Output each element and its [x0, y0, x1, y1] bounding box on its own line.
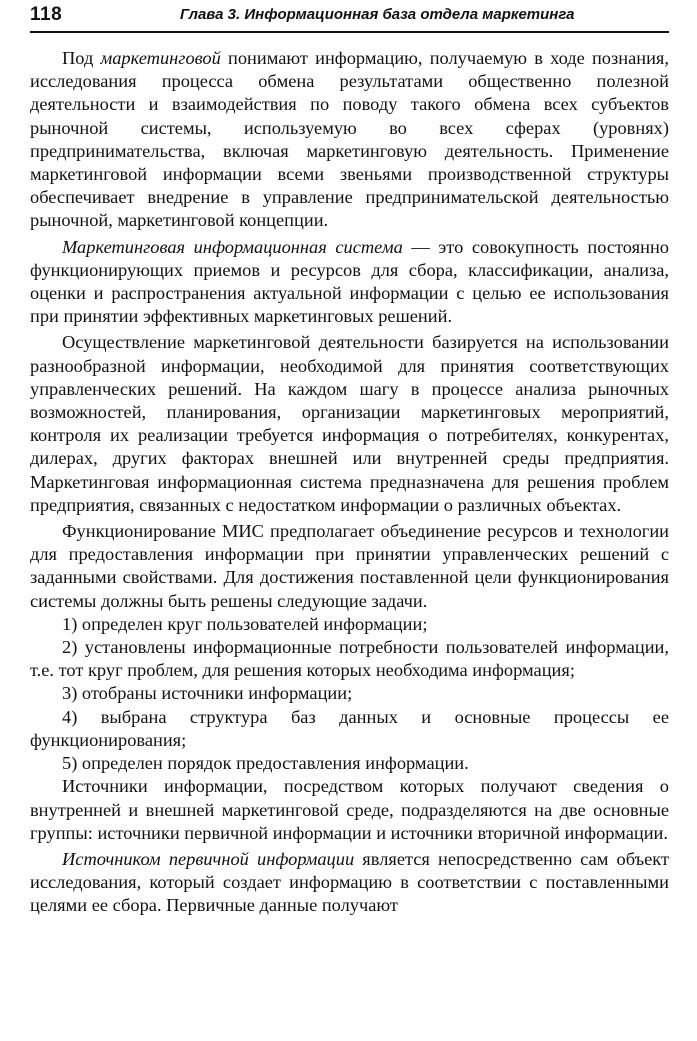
list-item-text: 1) определен круг пользователей информации;: [62, 613, 428, 634]
list-item: [30, 752, 669, 775]
paragraph-term: маркетинговой: [100, 48, 221, 68]
paragraph: [30, 47, 669, 233]
paragraph: [30, 775, 669, 845]
paragraph: [30, 236, 669, 329]
paragraph: [30, 331, 669, 517]
paragraph-text: понимают информацию, получаемую в ходе познания, исследования процесса обмена результатами общественно полезной деятельности и взаимодействия по поводу такого обмена всех субъектов рыночной системы, используемую во всех сферах (уровнях) предпринимательства, включая маркетинговую деятельность. Применение маркетинговой информации всеми звеньями производственной структуры обеспечивает внедрение в управление предпринимательской деятельностью рыночной, маркетинговой концепции.: [30, 48, 669, 231]
list-item: [30, 706, 669, 752]
paragraph-term: Маркетинговая информационная система: [62, 236, 403, 257]
paragraph-text: Источники информации, посредством которых получают сведения о внутренней и внешней маркетинговой среде, подразделяются на две основные группы: источники первичной информации и источники вторичной информации.: [30, 776, 669, 843]
paragraph-text: Осуществление маркетинговой деятельности базируется на использовании разнообразной информации, необходимой для принятия соответствующих управленческих решений. На каждом шагу в процессе анализа рыночных возможностей, планирования, организации маркетинговых мероприятий, контроля их реализации требуется информация о потребителях, конкурентах, дилерах, других факторах внешней или внутренней среды предприятия. Маркетинговая информационная система предназначена для решения проблем предприятия, связанных с недостатком информации о различных объектах.: [30, 332, 669, 515]
list-item: [30, 682, 669, 705]
running-head: Глава 3. Информационная база отдела маркетинга: [180, 6, 575, 23]
paragraph: [30, 520, 669, 613]
paragraph-text: является непосредственно сам объект исследования, который создает информацию в соответствии с поставленными целями ее сбора. Первичные данные получают: [30, 848, 669, 916]
list-item: [30, 613, 669, 636]
list-item-text: 5) определен порядок предоставления информации.: [62, 753, 469, 774]
paragraph-text: — это совокупность постоянно функционирующих приемов и ресурсов для сбора, классификации, анализа, оценки и распространения актуальной информации с целью ее использования при принятии эффективных маркетинговых решений.: [30, 236, 669, 327]
paragraph-lead: Под: [62, 48, 101, 68]
paragraph-term: Источником первичной информации: [62, 848, 355, 869]
header-rule: [30, 31, 669, 33]
list-item-text: 3) отобраны источники информации;: [62, 683, 353, 704]
paragraph-text: Функционирование МИС предполагает объединение ресурсов и технологии для предоставления информации при принятии управленческих решений с заданными свойствами. Для достижения поставленной цели функционирования системы должны быть решены следующие задачи.: [30, 521, 669, 611]
body-text: [30, 47, 669, 918]
page-number: 118: [30, 4, 63, 25]
page-header: [30, 0, 669, 33]
paragraph: [30, 848, 669, 918]
list-item-text: 2) установлены информационные потребности пользователей информации, т.е. тот круг проблем, для решения которых необходима информация;: [30, 637, 669, 681]
list-item: [30, 636, 669, 682]
list-item-text: 4) выбрана структура баз данных и основные процессы ее функционирования;: [30, 706, 669, 750]
